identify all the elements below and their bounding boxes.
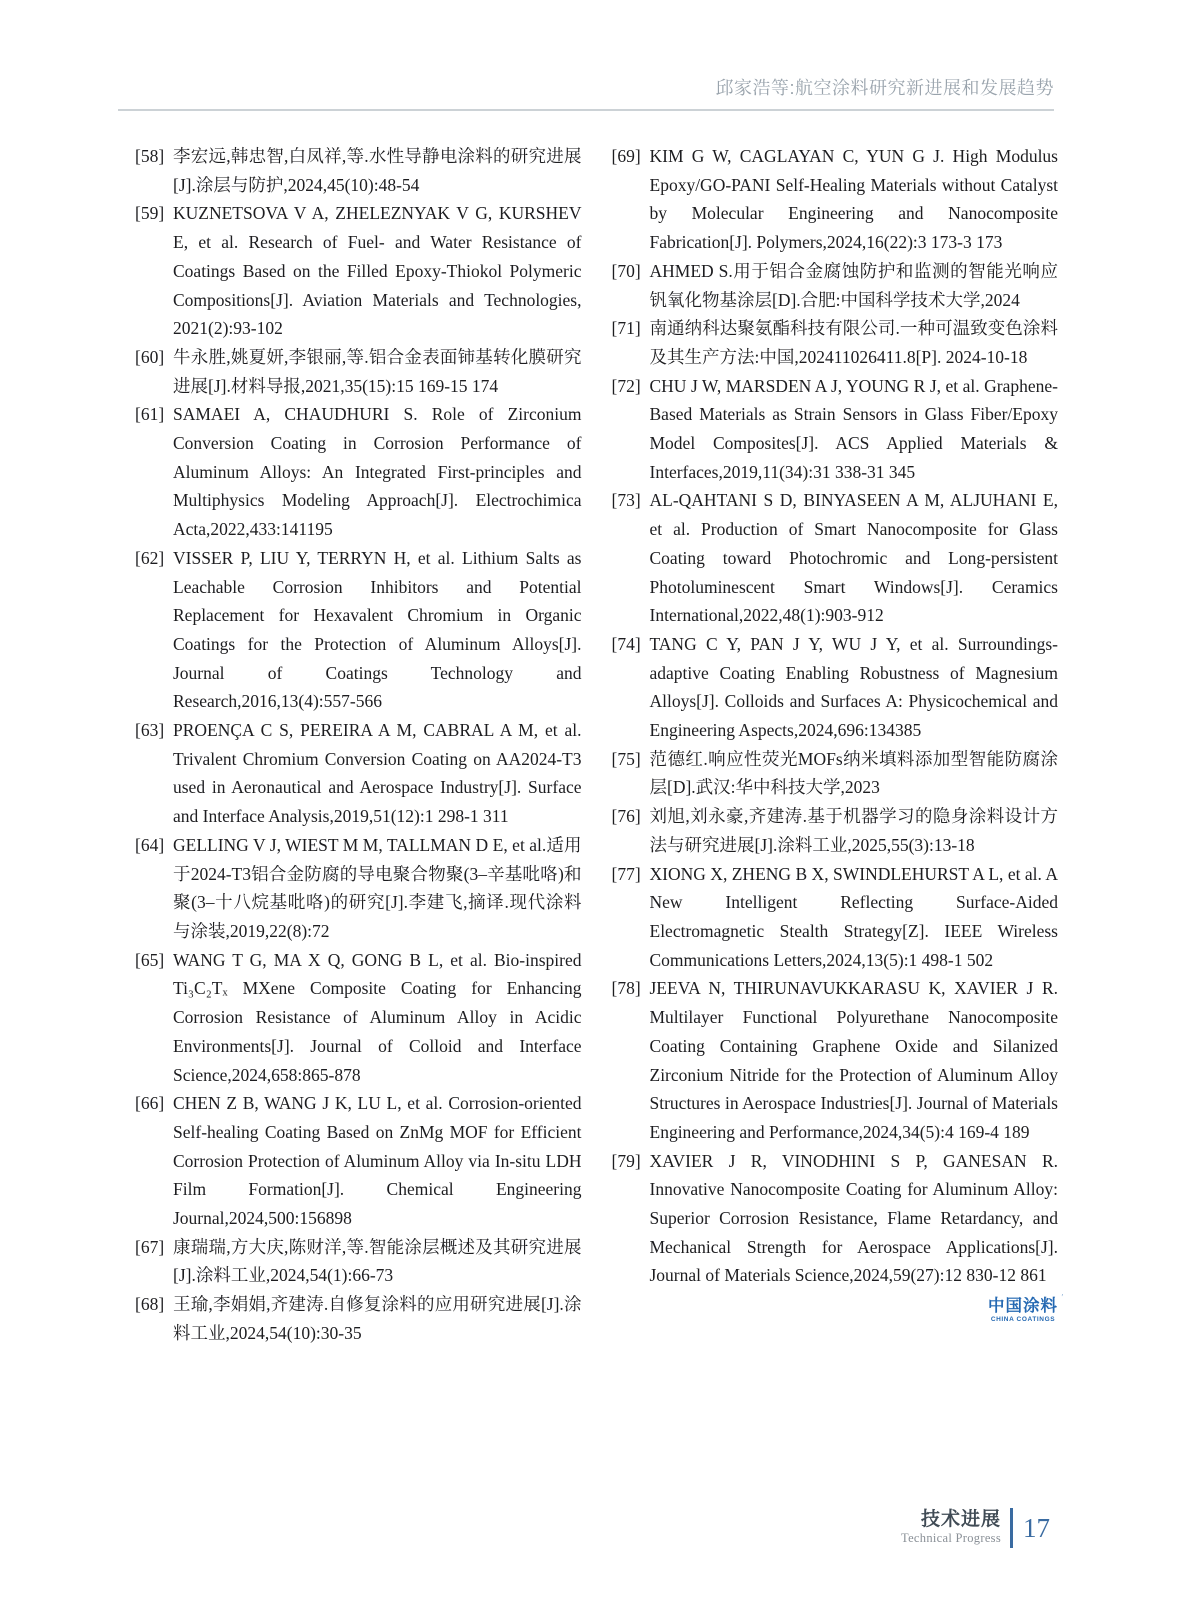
reference-text: 王瑜,李娟娟,齐建涛.自修复涂料的应用研究进展[J].涂料工业,2024,54(10):30-35	[173, 1294, 582, 1343]
reference-number: [60]	[135, 346, 165, 367]
reference-number: [72]	[611, 375, 641, 396]
footer-divider	[1010, 1508, 1013, 1548]
page-header	[118, 0, 1054, 111]
trademark-mark: ′	[1061, 1293, 1064, 1303]
reference-number: [69]	[611, 146, 641, 166]
reference-number: [59]	[135, 203, 165, 224]
reference-text: 南通纳科达聚氨酯科技有限公司.一种可温致变色涂料及其生产方法:中国,202411026411.8[P]. 2024-10-18	[649, 318, 1058, 367]
reference-text: AL-QAHTANI S D, BINYASEEN A M, ALJUHANI E, et al. Production of Smart Nanocomposite for Glass Coating toward Photochromic and Long-persistent Photoluminescent Smart Windows[J]. Ceramics International,2022,48(1):903-912	[649, 490, 1058, 626]
reference-text: XIONG X, ZHENG B X, SWINDLEHURST A L, et al. A New Intelligent Reflecting Surface-Aided Electromagnetic Stealth Strategy[Z]. IEEE Wireless Communications Letters,2024,13(5):1 498-1 502	[649, 863, 1058, 970]
reference-item	[612, 257, 1059, 314]
reference-item	[612, 630, 1059, 745]
reference-text: 刘旭,刘永豪,齐建涛.基于机器学习的隐身涂料设计方法与研究进展[J].涂料工业,2025,55(3):13-18	[649, 806, 1058, 855]
reference-text: TANG C Y, PAN J Y, WU J Y, et al. Surroundings-adaptive Coating Enabling Robustness of Magnesium Alloys[J]. Colloids and Surfaces A: Physicochemical and Engineering Aspects,2024,696:134385	[649, 633, 1058, 741]
references-column-left	[135, 142, 582, 1348]
reference-text: SAMAEI A, CHAUDHURI S. Role of Zirconium Conversion Coating in Corrosion Performance of Aluminum Alloys: An Integrated First-principles and Multiphysics Modeling Approach[J]. Electrochimica Acta,2022,433:141195	[173, 404, 582, 540]
reference-item	[612, 314, 1059, 371]
reference-item	[612, 974, 1059, 1146]
reference-item	[612, 802, 1059, 859]
reference-text: CHEN Z B, WANG J K, LU L, et al. Corrosion-oriented Self-healing Coating Based on ZnMg MOF for Efficient Corrosion Protection of Aluminum Alloy via In-situ LDH Film Formation[J]. Chemical Engineering Journal,2024,500:156898	[173, 1093, 582, 1229]
reference-text: VISSER P, LIU Y, TERRYN H, et al. Lithium Salts as Leachable Corrosion Inhibitors and Potential Replacement for Hexavalent Chromium in Organic Coatings for the Protection of Aluminum Alloys[J]. Journal of Coatings Technology and Research,2016,13(4):557-566	[173, 547, 582, 712]
reference-text: 牛永胜,姚夏妍,李银丽,等.铝合金表面铈基转化膜研究进展[J].材料导报,2021,35(15):15 169-15 174	[173, 346, 582, 396]
reference-text: CHU J W, MARSDEN A J, YOUNG R J, et al. Graphene-Based Materials as Strain Sensors in Glass Fiber/Epoxy Model Composites[J]. ACS Applied Materials & Interfaces,2019,11(34):31 338-31 345	[649, 375, 1058, 482]
reference-item	[135, 400, 582, 544]
logo-text-en: CHINA COATINGS	[990, 1315, 1056, 1323]
reference-item	[135, 1233, 582, 1290]
reference-item	[612, 372, 1059, 487]
logo-text-cn	[988, 1293, 1064, 1316]
running-title: 邱家浩等:航空涂料研究新进展和发展趋势	[715, 78, 1054, 98]
reference-number: [61]	[135, 404, 165, 425]
reference-text: JEEVA N, THIRUNAVUKKARASU K, XAVIER J R. Multilayer Functional Polyurethane Nanocomposite Coating Containing Graphene Oxide and Silanized Zirconium Nitride for the Protection of Aluminum Alloy Structures in Aerospace Industries[J]. Journal of Materials Engineering and Performance,2024,34(5):4 169-4 189	[649, 978, 1058, 1142]
reference-number: [75]	[611, 748, 641, 769]
reference-text: KUZNETSOVA V A, ZHELEZNYAK V G, KURSHEV E, et al. Research of Fuel- and Water Resistance of Coatings Based on the Filled Epoxy-Thiokol Polymeric Compositions[J]. Aviation Materials and Technologies, 2021(2):93-102	[173, 203, 582, 339]
footer-section-titles	[901, 1510, 1001, 1546]
reference-number: [79]	[611, 1150, 641, 1171]
reference-item	[135, 716, 582, 831]
reference-item	[612, 1147, 1059, 1291]
reference-number: [68]	[135, 1294, 165, 1315]
reference-number: [76]	[611, 806, 641, 827]
reference-text: KIM G W, CAGLAYAN C, YUN G J. High Modulus Epoxy/GO-PANI Self-Healing Materials without Catalyst by Molecular Engineering and Nanocomposite Fabrication[J]. Polymers,2024,16(22):3 173-3 173	[649, 146, 1058, 253]
reference-number: [67]	[135, 1236, 165, 1257]
reference-number: [62]	[135, 547, 165, 568]
reference-text: 康瑞瑞,方大庆,陈财洋,等.智能涂层概述及其研究进展[J].涂料工业,2024,54(1):66-73	[173, 1236, 582, 1286]
reference-item	[135, 946, 582, 1090]
china-coatings-logo	[988, 1293, 1064, 1323]
reference-item	[135, 343, 582, 400]
reference-item	[135, 1290, 582, 1347]
reference-item	[135, 544, 582, 716]
page-number: 17	[1023, 1512, 1050, 1543]
footer-section-title-en: Technical Progress	[901, 1530, 1001, 1545]
reference-item	[135, 142, 582, 199]
reference-number: [71]	[611, 318, 641, 339]
reference-number: [74]	[611, 633, 641, 654]
references-column-right	[611, 142, 1064, 1348]
logo-block	[612, 1293, 1064, 1326]
reference-text: 范德红.响应性荧光MOFs纳米填料添加型智能防腐涂层[D].武汉:华中科技大学,2023	[649, 748, 1058, 798]
reference-number: [63]	[135, 720, 165, 741]
reference-item	[612, 745, 1059, 802]
reference-text: GELLING V J, WIEST M M, TALLMAN D E, et al.适用于2024-T3铝合金防腐的导电聚合物聚(3–辛基吡咯)和聚(3–十八烷基吡咯)的研究[J].李建飞,摘译.现代涂料与涂装,2019,22(8):72	[173, 834, 582, 941]
reference-item	[135, 1089, 582, 1233]
reference-text: AHMED S.用于铝合金腐蚀防护和监测的智能光响应钒氧化物基涂层[D].合肥:中国科学技术大学,2024	[649, 260, 1058, 310]
reference-item	[135, 199, 582, 343]
page-footer	[901, 1508, 1050, 1548]
reference-item	[612, 486, 1059, 630]
reference-number: [70]	[611, 260, 641, 281]
reference-text: PROENÇA C S, PEREIRA A M, CABRAL A M, et al. Trivalent Chromium Conversion Coating on AA2024-T3 used in Aeronautical and Aerospace Industry[J]. Surface and Interface Analysis,2019,51(12):1 298-1 311	[173, 720, 582, 827]
reference-number: [66]	[135, 1093, 165, 1114]
reference-item	[135, 831, 582, 946]
reference-text: XAVIER J R, VINODHINI S P, GANESAN R. Innovative Nanocomposite Coating for Aluminum Alloy: Superior Corrosion Resistance, Flame Retardancy, and Mechanical Strength for Aerospace Applications[J]. Journal of Materials Science,2024,59(27):12 830-12 861	[649, 1150, 1058, 1286]
reference-number: [64]	[135, 834, 165, 855]
references-section	[135, 142, 1064, 1348]
logo-cn-label: 中国涂料	[988, 1297, 1058, 1316]
reference-number: [73]	[611, 490, 641, 511]
footer-section-title-cn: 技术进展	[920, 1509, 1001, 1531]
reference-item	[612, 142, 1059, 257]
reference-text: WANG T G, MA X Q, GONG B L, et al. Bio-inspired Ti₃C₂Tₓ MXene Composite Coating for Enhancing Corrosion Resistance of Aluminum Alloy in Acidic Environments[J]. Journal of Colloid and Interface Science,2024,658:865-878	[173, 949, 582, 1085]
reference-text: 李宏远,韩忠智,白凤祥,等.水性导静电涂料的研究进展[J].涂层与防护,2024,45(10):48-54	[173, 146, 582, 195]
reference-number: [58]	[135, 146, 165, 166]
reference-item	[612, 860, 1059, 975]
reference-number: [65]	[135, 949, 165, 970]
reference-number: [77]	[611, 863, 641, 884]
reference-number: [78]	[611, 978, 641, 999]
